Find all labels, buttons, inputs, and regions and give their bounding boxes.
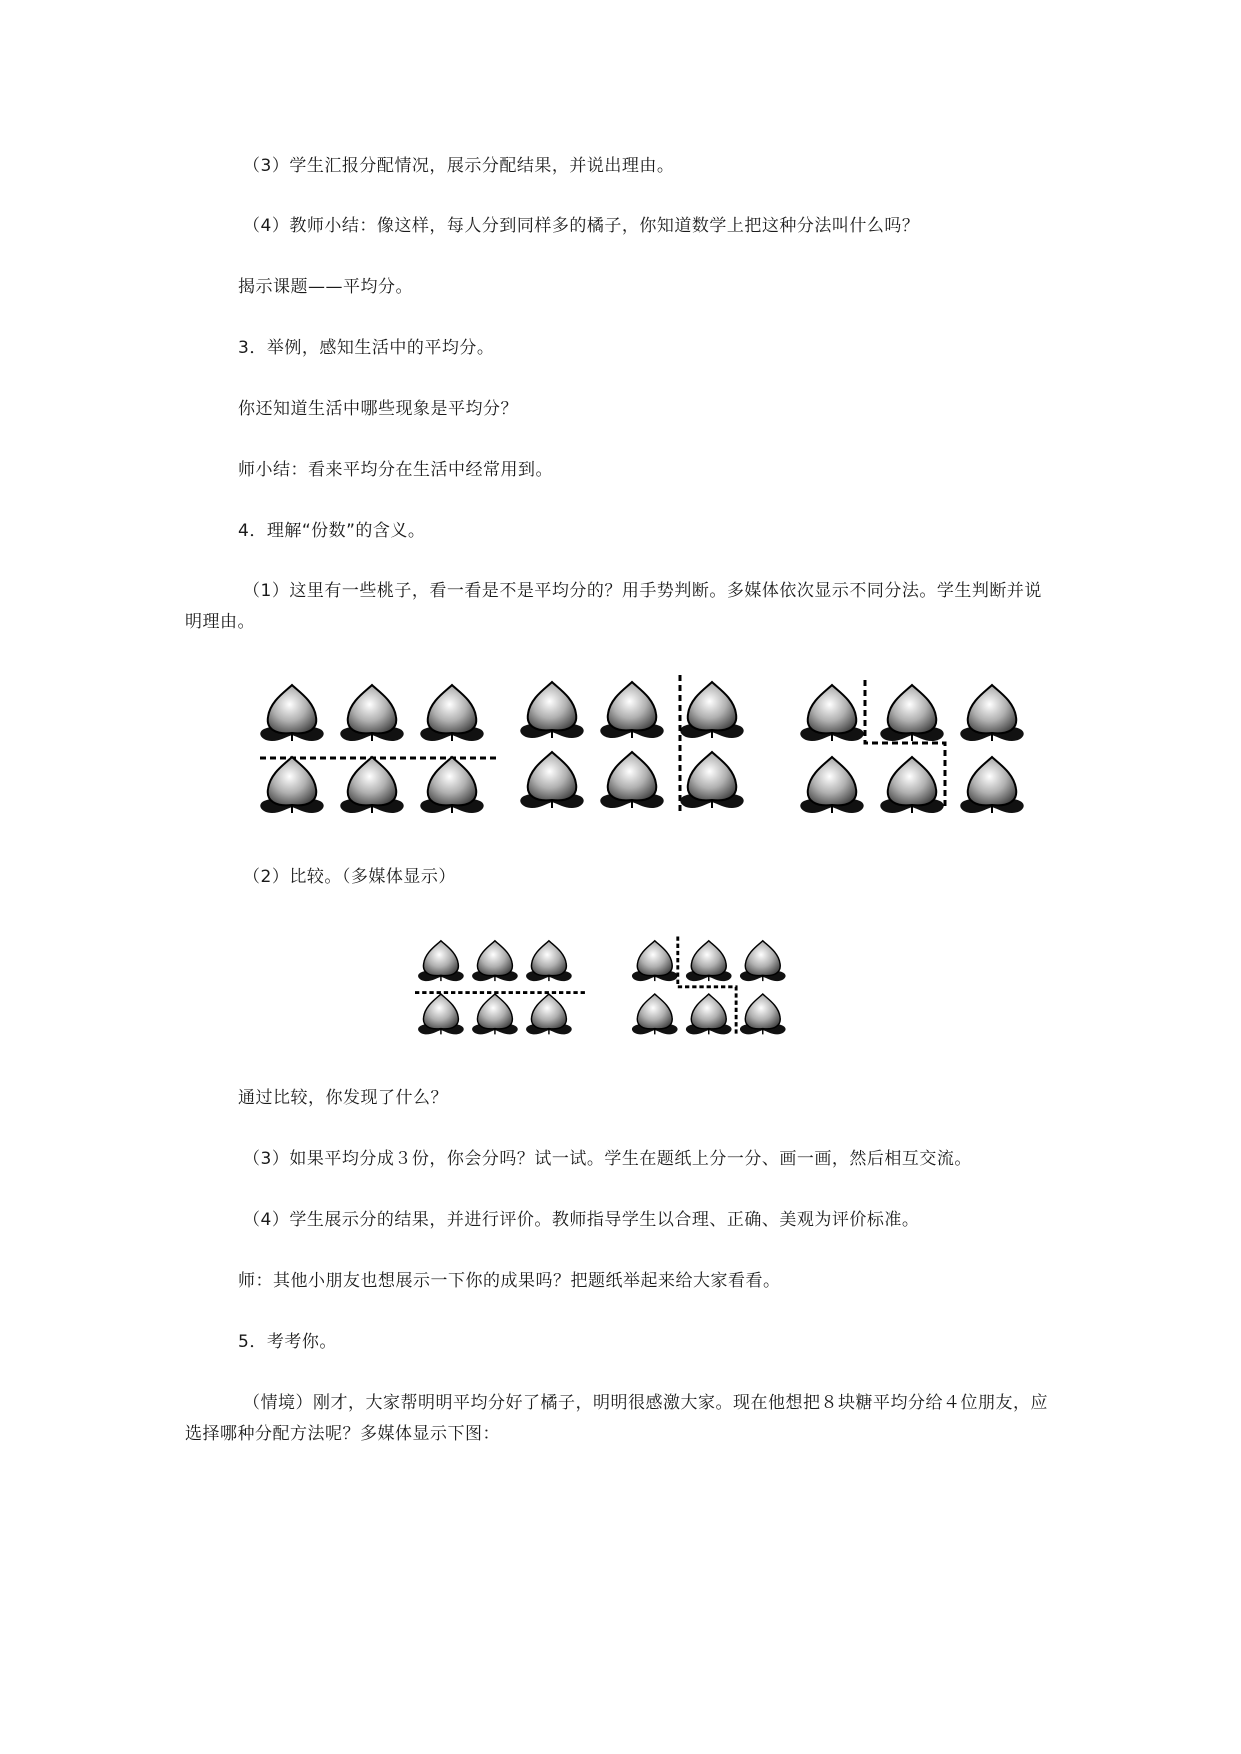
paragraph: 师小结：看来平均分在生活中经常用到。 — [238, 460, 553, 480]
peach-icon — [600, 752, 663, 808]
paragraph: 通过比较，你发现了什么？ — [238, 1088, 448, 1108]
peach-icon — [740, 941, 786, 981]
peach-icon — [418, 941, 464, 981]
paragraph: （3）如果平均分成３份，你会分吗？试一试。学生在题纸上分一分、画一画，然后相互交流。 — [243, 1149, 972, 1169]
peach-group-stepped — [800, 680, 1023, 813]
section-heading: 5．考考你。 — [238, 1332, 337, 1352]
paragraph: 揭示课题——平均分。 — [238, 277, 413, 297]
peach-icon — [420, 685, 483, 741]
peach-icon — [880, 757, 943, 813]
peach-division-figure-2 — [415, 935, 875, 1049]
peach-icon — [960, 685, 1023, 741]
peach-group-horizontal — [260, 685, 500, 813]
peach-icon — [800, 685, 863, 741]
peach-icon — [632, 994, 678, 1034]
peach-icon — [600, 682, 663, 738]
peach-icon — [526, 941, 572, 981]
peach-icon — [260, 685, 323, 741]
paragraph: 你还知道生活中哪些现象是平均分？ — [238, 399, 518, 419]
peach-icon — [960, 757, 1023, 813]
peach-icon — [680, 752, 743, 808]
paragraph: （4）教师小结：像这样，每人分到同样多的橘子，你知道数学上把这种分法叫什么吗？ — [243, 216, 920, 236]
peach-icon — [632, 941, 678, 981]
paragraph: （4）学生展示分的结果，并进行评价。教师指导学生以合理、正确、美观为评价标准。 — [243, 1210, 920, 1230]
paragraph: （2）比较。（多媒体显示） — [243, 867, 456, 887]
peach-icon — [800, 757, 863, 813]
peach-icon — [686, 941, 732, 981]
paragraph: （3）学生汇报分配情况，展示分配结果，并说出理由。 — [243, 156, 675, 176]
peach-icon — [526, 994, 572, 1034]
paragraph: 师：其他小朋友也想展示一下你的成果吗？把题纸举起来给大家看看。 — [238, 1271, 781, 1291]
peach-icon — [418, 994, 464, 1034]
peach-icon — [680, 682, 743, 738]
peach-icon — [340, 685, 403, 741]
paragraph: （1）这里有一些桃子，看一看是不是平均分的？用手势判断。多媒体依次显示不同分法。学生判断并说明理由。 — [185, 581, 1042, 632]
peach-icon — [420, 757, 483, 813]
peach-division-figure-1 — [255, 675, 1035, 829]
peach-icon — [880, 685, 943, 741]
peach-group-vertical — [520, 675, 743, 812]
peach-icon — [740, 994, 786, 1034]
peach-group-stepped — [632, 936, 786, 1035]
paragraph: （情境）刚才，大家帮明明平均分好了橘子，明明很感激大家。现在他想把８块糖平均分给４位朋友，应选择哪种分配方法呢？多媒体显示下图： — [185, 1393, 1048, 1444]
peach-icon — [520, 752, 583, 808]
peach-icon — [260, 757, 323, 813]
peach-icon — [686, 994, 732, 1034]
section-heading: 4．理解“份数”的含义。 — [238, 521, 426, 541]
peach-icon — [520, 682, 583, 738]
peach-icon — [472, 994, 518, 1034]
section-heading: 3．举例，感知生活中的平均分。 — [238, 338, 495, 358]
peach-icon — [340, 757, 403, 813]
peach-icon — [472, 941, 518, 981]
peach-group-horizontal — [415, 941, 585, 1035]
